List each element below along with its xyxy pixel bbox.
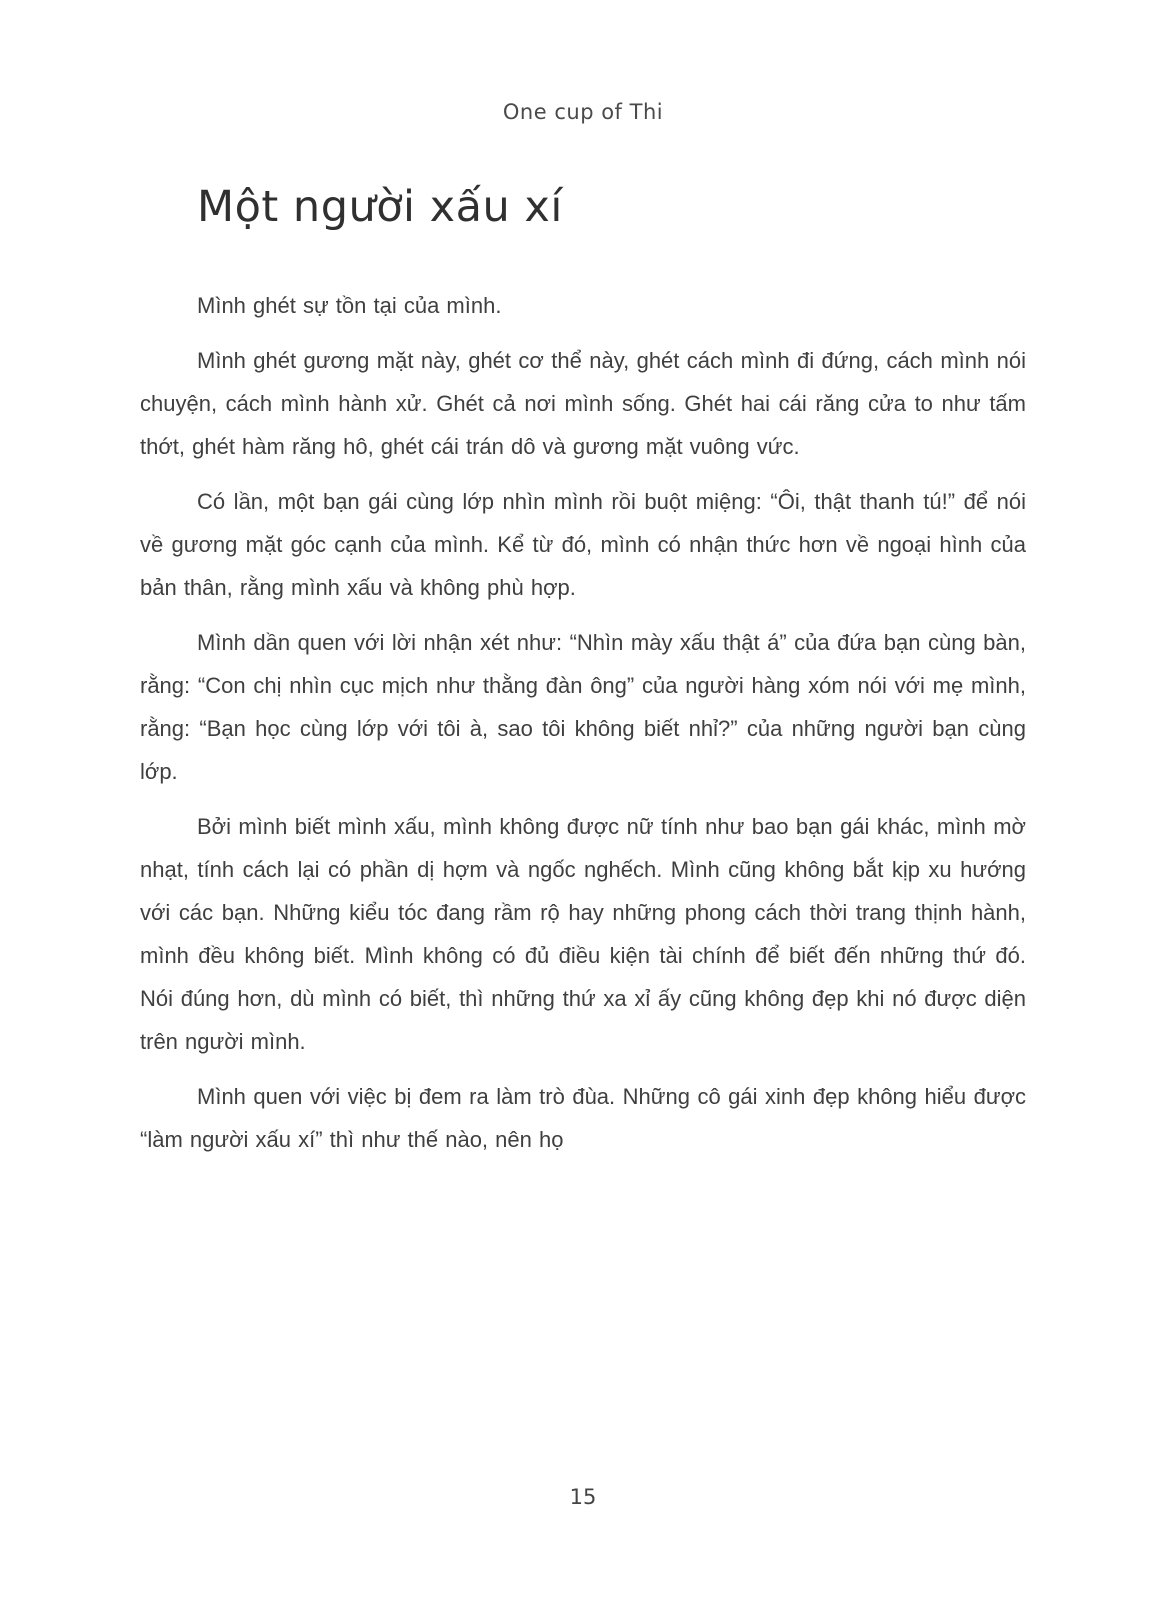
- page-number: 15: [569, 1485, 597, 1509]
- body-text: [140, 284, 1026, 1161]
- paragraph: Mình dần quen với lời nhận xét như: “Nhìn mày xấu thật á” của đứa bạn cùng bàn, rằng: “Con chị nhìn cục mịch như thằng đàn ông” của người hàng xóm nói với mẹ mình, rằng: “Bạn học cùng lớp với tôi à, sao tôi không biết nhỉ?” của những người bạn cùng lớp.: [140, 630, 1026, 784]
- paragraph: Có lần, một bạn gái cùng lớp nhìn mình rồi buột miệng: “Ôi, thật thanh tú!” để nói về gương mặt góc cạnh của mình. Kể từ đó, mình có nhận thức hơn về ngoại hình của bản thân, rằng mình xấu và không phù hợp.: [140, 489, 1026, 600]
- paragraph: Mình ghét gương mặt này, ghét cơ thể này, ghét cách mình đi đứng, cách mình nói chuyện, cách mình hành xử. Ghét cả nơi mình sống. Ghét hai cái răng cửa to như tấm thớt, ghét hàm răng hô, ghét cái trán dô và gương mặt vuông vức.: [140, 348, 1026, 459]
- paragraph: Mình quen với việc bị đem ra làm trò đùa. Những cô gái xinh đẹp không hiểu được “làm người xấu xí” thì như thế nào, nên họ: [140, 1084, 1026, 1152]
- chapter-title: Một người xấu xí: [197, 182, 563, 232]
- paragraph: Mình ghét sự tồn tại của mình.: [197, 293, 502, 318]
- paragraph: Bởi mình biết mình xấu, mình không được nữ tính như bao bạn gái khác, mình mờ nhạt, tính cách lại có phần dị hợm và ngốc nghếch. Mình cũng không bắt kịp xu hướng với các bạn. Những kiểu tóc đang rầm rộ hay những phong cách thời trang thịnh hành, mình đều không biết. Mình không có đủ điều kiện tài chính để biết đến những thứ đó. Nói đúng hơn, dù mình có biết, thì những thứ xa xỉ ấy cũng không đẹp khi nó được diện trên người mình.: [140, 814, 1026, 1054]
- running-header: One cup of Thi: [502, 100, 664, 124]
